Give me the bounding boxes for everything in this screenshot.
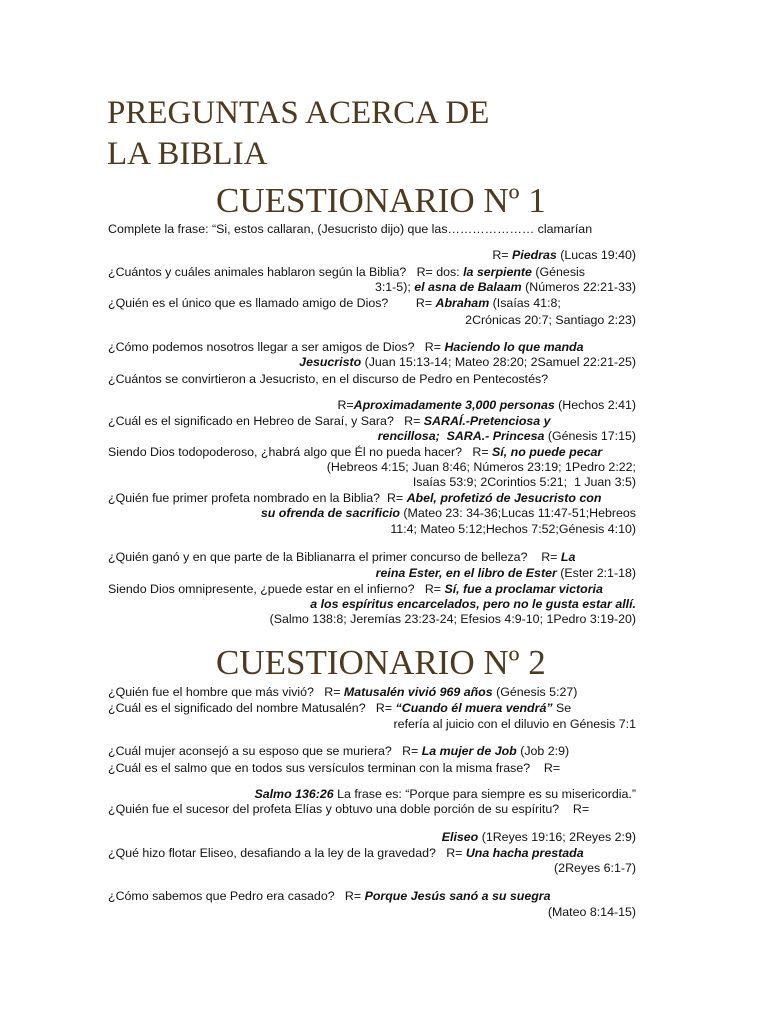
section-heading-quiz-1: CUESTIONARIO Nº 1 xyxy=(216,181,546,220)
answer-text: Piedras xyxy=(512,248,557,262)
body-text: (1Reyes 19:16; 2Reyes 2:9) xyxy=(478,830,636,844)
text-line-p6b xyxy=(0,861,636,876)
body-text: (Isaías 41:8; xyxy=(489,296,561,310)
text-line-q5a xyxy=(108,372,768,387)
body-text: (Mateo 23: 34-36;Lucas 11:47-51;Hebreos xyxy=(399,506,636,520)
answer-text: Sí, no puede pecar xyxy=(492,445,603,459)
text-line-q3a xyxy=(108,296,768,311)
text-line-p4a xyxy=(108,761,768,776)
answer-text: el asna de Balaam xyxy=(414,280,522,294)
body-text: Isaías 53:9; 2Corintios 5:21; 1 Juan 3:5) xyxy=(412,475,636,489)
text-line-p7a xyxy=(108,889,768,904)
body-text: (Juan 15:13-14; Mateo 28:20; 2Samuel 22:21-25) xyxy=(361,355,636,369)
body-text: (Salmo 138:8; Jeremías 23:23-24; Efesios 4:9-10; 1Pedro 3:19-20) xyxy=(269,612,636,626)
body-text: (Hechos 2:41) xyxy=(554,398,636,412)
text-line-q4a xyxy=(108,340,768,355)
section-heading-quiz-2: CUESTIONARIO Nº 2 xyxy=(216,643,546,682)
answer-text: Matusalén vivió 969 años xyxy=(343,685,493,699)
body-text: ¿Quién fue el hombre que más vivió? R= xyxy=(108,685,344,699)
body-text: (Hebreos 4:15; Juan 8:46; Números 23:19; 1Pedro 2:22; xyxy=(326,460,636,474)
answer-text: Porque Jesús sanó a su suegra xyxy=(364,889,551,903)
body-text: (Génesis 17:15) xyxy=(544,429,636,443)
text-line-p6a xyxy=(108,846,768,861)
body-text: (Ester 2:1-18) xyxy=(556,566,636,580)
answer-text: Una hacha prestada xyxy=(465,846,584,860)
body-text: ¿Cuál mujer aconsejó a su esposo que se muriera? R= xyxy=(108,744,422,758)
text-line-q8c xyxy=(0,522,636,537)
answer-text: SARAÍ.-Pretenciosa y xyxy=(423,414,551,428)
body-text: ¿Cuál es el significado en Hebreo de Saraí, y Sara? R= xyxy=(108,414,424,428)
answer-text: “Cuando él muera vendrá” xyxy=(395,701,553,715)
answer-text: Abraham xyxy=(435,296,490,310)
body-text: (Lucas 19:40) xyxy=(556,248,636,262)
text-line-p7b xyxy=(0,905,636,920)
text-line-p5b xyxy=(0,830,636,845)
answer-text: su ofrenda de sacrificio xyxy=(260,506,400,520)
text-line-q6a xyxy=(108,414,768,429)
body-text: ¿Quién es el único que es llamado amigo de Dios? R= xyxy=(108,296,436,310)
answer-text: Haciendo lo que manda xyxy=(444,340,584,354)
text-line-q7c xyxy=(0,475,636,490)
answer-text: La xyxy=(560,550,576,564)
text-line-q1a xyxy=(108,222,768,237)
text-line-q2a xyxy=(108,265,768,280)
answer-text: reina Ester, en el libro de Ester xyxy=(375,566,557,580)
text-line-q10b xyxy=(0,597,636,612)
text-line-p4b xyxy=(0,787,636,802)
text-line-q1b xyxy=(0,248,636,263)
answer-text: a los espíritus encarcelados, pero no le gusta estar allí. xyxy=(310,597,636,611)
page-title-line-2: LA BIBLIA xyxy=(107,136,268,172)
text-line-q10c xyxy=(0,612,636,627)
text-line-q5b xyxy=(0,398,636,413)
body-text: (Génesis xyxy=(531,265,585,279)
text-line-q8a xyxy=(108,491,768,506)
text-line-p5a xyxy=(108,802,768,817)
answer-text: la serpiente xyxy=(463,265,532,279)
text-line-q6b xyxy=(0,429,636,444)
body-text: ¿Cuántos se convirtieron a Jesucristo, en el discurso de Pedro en Pentecostés? xyxy=(108,372,549,386)
body-text: ¿Cómo sabemos que Pedro era casado? R= xyxy=(108,889,365,903)
text-line-p1a xyxy=(108,685,768,700)
body-text: La frase es: “Porque para siempre es su misericordia.” xyxy=(333,787,636,801)
text-line-q7a xyxy=(108,445,768,460)
text-line-q8b xyxy=(0,506,636,521)
body-text: 3:1-5); xyxy=(374,280,415,294)
body-text: ¿Quién fue el sucesor del profeta Elías y obtuvo una doble porción de su espíritu? R= xyxy=(108,802,590,816)
page-title-line-1: PREGUNTAS ACERCA DE xyxy=(107,95,490,131)
text-line-q9b xyxy=(0,566,636,581)
body-text: ¿Cuál es el significado del nombre Matusalén? R= xyxy=(108,701,396,715)
text-line-q9a xyxy=(108,550,768,565)
body-text: Siendo Dios todopoderoso, ¿habrá algo que Él no pueda hacer? R= xyxy=(108,445,493,459)
answer-text: La mujer de Job xyxy=(421,744,517,758)
body-text: (Génesis 5:27) xyxy=(492,685,578,699)
answer-text: Sí, fue a proclamar victoria xyxy=(444,582,603,596)
answer-text: Salmo 136:26 xyxy=(254,787,334,801)
answer-text: Jesucristo xyxy=(299,355,362,369)
answer-text: Abel, profetizó de Jesucristo con xyxy=(406,491,602,505)
text-line-q4b xyxy=(0,355,636,370)
body-text: ¿Qué hizo flotar Eliseo, desafiando a la ley de la gravedad? R= xyxy=(108,846,466,860)
text-line-p3a xyxy=(108,744,768,759)
body-text: refería al juicio con el diluvio en Génesis 7:1 xyxy=(393,717,636,731)
body-text: R= xyxy=(337,398,354,412)
body-text: ¿Quién ganó y en que parte de la Biblianarra el primer concurso de belleza? R= xyxy=(108,550,561,564)
answer-text: Eliseo xyxy=(441,830,479,844)
text-line-q10a xyxy=(108,582,768,597)
text-line-p2b xyxy=(0,717,636,732)
answer-text: Aproximadamente 3,000 personas xyxy=(353,398,555,412)
body-text: ¿Quién fue primer profeta nombrado en la Biblia? R= xyxy=(108,491,407,505)
text-line-q3b xyxy=(0,313,636,328)
text-line-q2b xyxy=(0,280,636,295)
body-text: (Mateo 8:14-15) xyxy=(547,905,636,919)
body-text: ¿Cuántos y cuáles animales hablaron según la Biblia? R= dos: xyxy=(108,265,464,279)
body-text: ¿Cómo podemos nosotros llegar a ser amigos de Dios? R= xyxy=(108,340,445,354)
body-text: ¿Cuál es el salmo que en todos sus versículos terminan con la misma frase? R= xyxy=(108,761,561,775)
body-text: (Números 22:21-33) xyxy=(521,280,636,294)
text-line-q7b xyxy=(0,460,636,475)
body-text: Se xyxy=(552,701,572,715)
body-text: 2Crónicas 20:7; Santiago 2:23) xyxy=(465,313,636,327)
body-text: (2Reyes 6:1-7) xyxy=(554,861,636,875)
body-text: Complete la frase: “Si, estos callaran, (Jesucristo dijo) que las………………… clamarían xyxy=(108,222,593,236)
body-text: 11:4; Mateo 5:12;Hechos 7:52;Génesis 4:10) xyxy=(390,522,636,536)
answer-text: rencillosa; SARA.- Princesa xyxy=(377,429,545,443)
text-line-p2a xyxy=(108,701,768,716)
body-text: R= xyxy=(492,248,512,262)
body-text: Siendo Dios omnipresente, ¿puede estar en el infierno? R= xyxy=(108,582,445,596)
body-text: (Job 2:9) xyxy=(516,744,570,758)
